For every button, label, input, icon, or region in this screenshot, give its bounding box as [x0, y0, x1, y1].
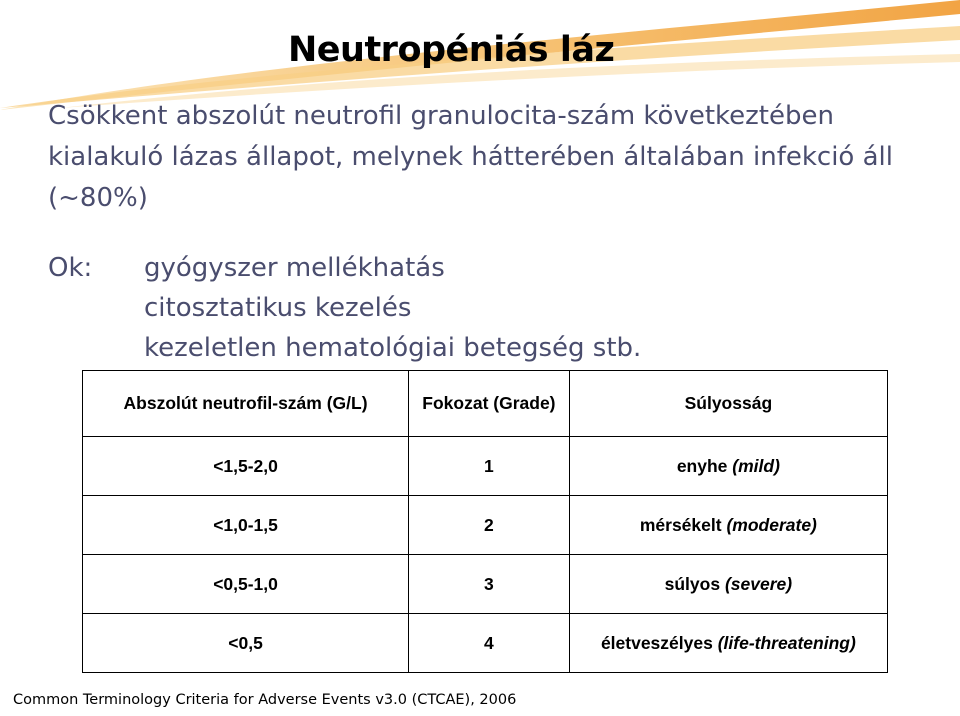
cell-severity	[569, 614, 887, 673]
cell-grade: 2	[409, 496, 570, 555]
cause-item: kezeletlen hematológiai betegség stb.	[144, 333, 642, 363]
cause-item: citosztatikus kezelés	[144, 293, 412, 323]
table-row	[83, 555, 888, 614]
cell-grade: 3	[409, 555, 570, 614]
severity-en: (moderate)	[726, 514, 817, 535]
severity-hu: súlyos	[664, 573, 721, 594]
severity-en: (mild)	[732, 455, 780, 476]
cause-list	[144, 248, 641, 368]
table-header-row	[83, 371, 888, 437]
table-row	[83, 496, 888, 555]
source-citation: Common Terminology Criteria for Adverse Events v3.0 (CTCAE), 2006	[13, 692, 517, 708]
severity-en: (severe)	[724, 573, 793, 594]
cell-severity	[569, 437, 887, 496]
cell-severity	[569, 555, 887, 614]
cell-severity	[569, 496, 887, 555]
severity-en: (life-threatening)	[717, 632, 856, 653]
severity-hu: enyhe	[676, 455, 728, 476]
cell-grade: 4	[409, 614, 570, 673]
cause-label: Ok:	[48, 253, 93, 283]
cell-count: <0,5	[83, 614, 409, 673]
cell-grade: 1	[409, 437, 570, 496]
cell-count: <0,5-1,0	[83, 555, 409, 614]
header-neutrophil-count: Abszolút neutrofil-szám (G/L)	[83, 371, 409, 437]
table-row	[83, 437, 888, 496]
header-grade: Fokozat (Grade)	[409, 371, 570, 437]
severity-hu: életveszélyes	[600, 632, 713, 653]
intro-text: Csökkent abszolút neutrofil granulocita-szám következtében kialakuló lázas állapot, melynek hátterében általában infekció áll (~80%)	[48, 101, 893, 213]
slide-title: Neutropéniás láz	[288, 30, 615, 70]
header-severity: Súlyosság	[569, 371, 887, 437]
cause-item: gyógyszer mellékhatás	[144, 253, 445, 283]
table-row	[83, 614, 888, 673]
severity-hu: mérsékelt	[639, 514, 722, 535]
grade-table	[82, 370, 888, 673]
cell-count: <1,0-1,5	[83, 496, 409, 555]
cell-count: <1,5-2,0	[83, 437, 409, 496]
